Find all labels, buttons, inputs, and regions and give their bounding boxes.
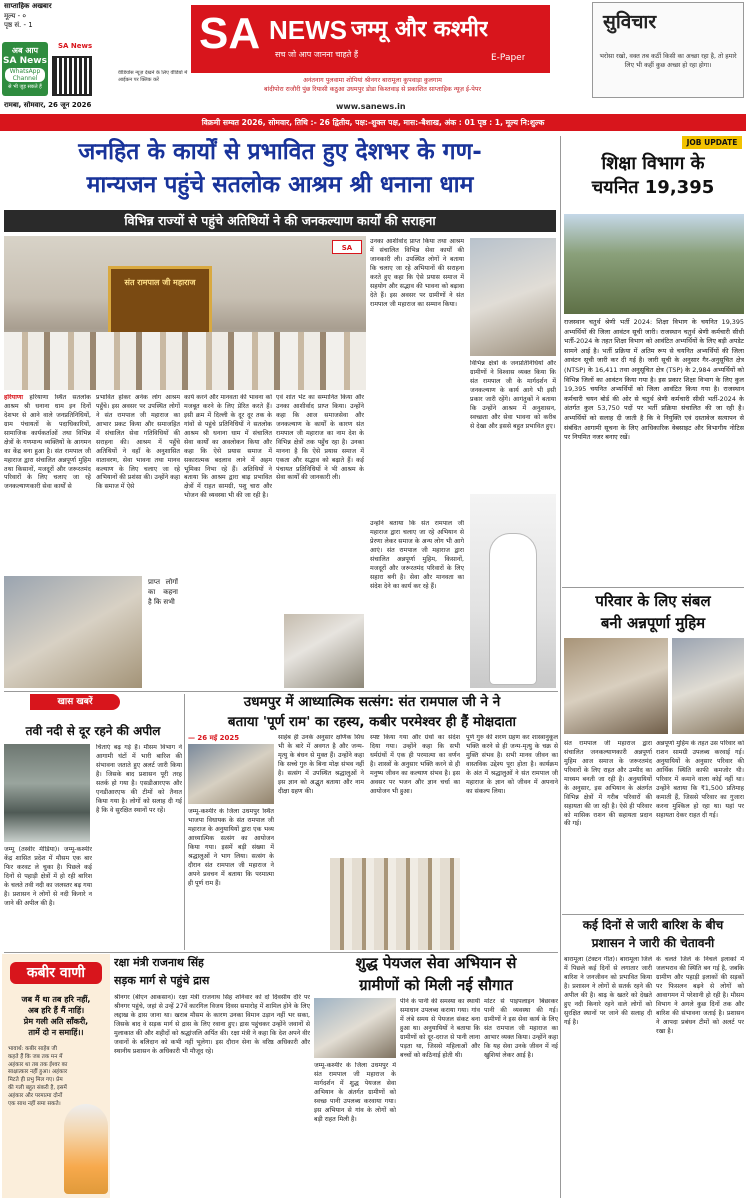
- khas-label-text: खास खबरें: [57, 697, 93, 707]
- defence-text: श्रीनगर (बीएन आकसान)। रक्षा मंत्री राजनाथ सिंह शनिवार को दो दिवसीय दौरे पर श्रीनगर पहुंचे, जहां से उन्हें 27वें कारगिल विजय दिवस समारोह में शामिल होने के लिए लद्दाख के द्रास जाना था। खराब मौसम के कारण उनका विमान उड़ान नहीं भर सका, जिसके बाद वे सड़क मार्ग से द्रास के लिए रवाना हुए। द्रास पहुंचकर उन्होंने जवानों से मुलाकात की और शहीदों को श्रद्धांजलि अर्पित की। रक्षा मंत्री ने कहा कि देश अपने वीर जवानों के बलिदान को कभी नहीं भूलेगा। इस दौरान सेना के वरिष्ठ अधिकारी और स्थानीय प्रशासन के अधिकारी भी मौजूद रहे।: [114, 994, 310, 1055]
- water-col-1: जम्मू-कश्मीर के जिला उधमपुर में संत रामपाल जी महाराज के मार्गदर्शन में शुद्ध पेयजल सेवा अभियान के अंतर्गत ग्रामीणों को स्वच्छ पानी उपलब्ध करवाया गया। इस अभियान से गांव के लोगों को बड़ी राहत मिली है।: [314, 1062, 396, 1123]
- udhampur-title-line1: उधमपुर में आध्यात्मिक सत्संग: संत रामपाल जी ने ने: [243, 694, 501, 710]
- annapurna-photo-2: [672, 638, 744, 734]
- place-date: रामबा, सोमवार, 26 जून 2026: [4, 101, 92, 109]
- lead-col-1-text: हरियाणा स्थित सतलोक आश्रम श्री धनाना धाम इन दिनों देशभर से आने वाले जनप्रतिनिधियों, ग्राम पंचायतों के पदाधिकारियों, सामाजिक कार्यकर्ताओं तथा विभिन्न क्षेत्रों के गणमान्य व्यक्तियों के आगमन का केंद्र बना हुआ है। संत रामपाल जी महाराज द्वारा संचालित अन्नपूर्णा मुहिम तथा किसानों, मजदूरों और जरूरतमंद परिवारों के लिए चलाए जा रहे जनकल्याणकारी सेवा कार्यों से: [4, 394, 91, 491]
- lead-photo-group-2: [284, 614, 364, 688]
- sa-news-logo-small: SA News: [58, 42, 93, 50]
- qr-note: वीडियोस न्यूज़ देखने के लिए वीडियो में आईकन पर क्लिक करें: [118, 70, 188, 83]
- job-text: राजस्थान चतुर्थ श्रेणी भर्ती 2024: शिक्षा विभाग के चयनित 19,395 अभ्यर्थियों की जिला आवंटन सूची जारी। राजस्थान चतुर्थ श्रेणी कर्मचारी सीधी भर्ती-2024 के तहत शिक्षा विभाग को आवंटित अभ्यर्थियों के लिए बड़ी अपडेट सामने आई है। भर्ती प्रक्रिया में अतिम रूप से चयनित अभ्यर्थियों की जिला आवंटन सूची जारी कर दी गई है। जारी सूची के अनुसार गैर-अनुसूचित क्षेत्र (NTSP) के 16,411 तथा अनुसूचित क्षेत्र (TSP) के 2,984 अभ्यर्थियों को विभिन्न जिलों का आवंटन किया गया है। इस प्रकार शिक्षा विभाग के लिए कुल 19,395 चयनित अभ्यर्थियों को जिला आवंटित किया गया है। राजस्थान कर्मचारी चयन बोर्ड की ओर से चतुर्थ श्रेणी कर्मचारी सीधी भर्ती-2024 के अंतर्गत कुल 53,750 पदों पर भर्ती प्रक्रिया संचालित की जा रही है। अभ्यर्थियों को सलाह दी जाती है कि वे नियुक्ति एवं दस्तावेज सत्यापन से संबंधित आगामी सूचना के लिए आधिकारिक वेबसाइट और विभागीय नोटिस पर नियमित नजर बनाए रखें।: [564, 318, 744, 442]
- lead-col-3: कार्य करने और मानवता की भावना को मजबूत करने के लिए प्रेरित करते हैं। इसी क्रम में दिल्ली के दूर दूर तक के गांवों से पहुंचे प्रतिनिधियों ने सतलोक आश्रम श्री धनाना धाम में संचालित सेवा कार्यों का अवलोकन किया और कहा कि ऐसे प्रयास समाज में सकारात्मक बदलाव लाने में अहम भूमिका निभा रहे हैं। अतिथियों ने बताया कि आश्रम द्वारा बाढ़ प्रभावित क्षेत्रों में राहत सामग्री, पशु चारा और भोजन की व्यवस्था भी की जा रही है।: [184, 394, 272, 500]
- lead-col-7: उन्होंने बताया कि संत रामपाल जी महाराज द्वारा चलाए जा रहे अभियान से प्रेरणा लेकर समाज के अन्य लोग भी आगे आएं। संत रामपाल जी महाराज द्वारा संचालित अन्नपूर्णा मुहिम, किसानों, मजदूरों और जरूरतमंद परिवारों के लिए सहारा बनी है। सेवा और मानवता का संदेश देने का कार्य कर रहे हैं।: [370, 520, 464, 590]
- divider-lead-bottom: [4, 691, 558, 692]
- dateline-bar: [0, 114, 746, 131]
- rain-title-line1: कई दिनों से जारी बारिश के बीच: [582, 918, 724, 932]
- udhampur-date-tag: — 26 मई 2025: [188, 734, 240, 742]
- promo-line-3: WhatsApp Channel: [5, 68, 45, 82]
- lead-headline-line1: जनहित के कार्यों से प्रभावित हुए देशभर के गण-: [78, 139, 482, 165]
- udhampur-col-4: पूर्ण गुरु की शरण ग्रहण कर शास्त्रानुकूल भक्ति करने से ही जन्म-मृत्यु के चक्र से मुक्ति संभव है। सभी मानव जीवन का वास्तविक उद्देश्य पूरा होता है। कार्यक्रम के अंत में श्रद्धालुओं ने संत रामपाल जी महाराज के ज्ञान को जीवन में अपनाने का संकल्प लिया।: [466, 734, 558, 795]
- annapurna-title-line2: बनी अन्नपूर्णा मुहिम: [600, 614, 706, 632]
- whatsapp-channel-promo[interactable]: [2, 42, 48, 96]
- lead-subhead-text: विभिन्न राज्यों से पहुंचे अतिथियों ने की जनकल्याण कार्यों की सराहना: [124, 213, 436, 228]
- job-title: [562, 152, 744, 200]
- annapurna-col-2: अन्नपूर्णा मुहिम के तहत उस परिवार को राशन सामग्री उपलब्ध करवाई गई। अनुयायियों के अनुसार परिवार की आर्थिक स्थिति काफी कमजोर थी। परिवार में कमाने वाला कोई नहीं था। उन्होंने बताया कि ₹1,500 प्रतिमाह कमाती हैं, जिससे परिवार का गुजारा करना मुश्किल हो रहा था। यहां पर सहायता देकर राहत दी गई।: [656, 740, 744, 819]
- price-label: मूल्य - ०: [4, 12, 27, 20]
- logo-sa: SA: [199, 9, 261, 58]
- divider-lower-section: [4, 952, 558, 953]
- logo-tagline: सच जो आप जानना चाहते हैं: [275, 50, 359, 59]
- lead-photo-satsang: [4, 236, 366, 390]
- udhampur-col-1: जम्मू-कश्मीर के जिला उधमपुर स्थित भाजपा विधायक के संत रामपाल जी महाराज के अनुयायियों द्वारा एक भव्य आध्यात्मिक सत्संग का आयोजन किया गया। इसमें बड़ी संख्या में श्रद्धालुओं ने भाग लिया। सत्संग के दौरान संत रामपाल जी महाराज ने अपने प्रवचन में बताया कि परमात्मा ही पूर्ण राम हैं।: [188, 808, 274, 887]
- job-update-label: [682, 136, 742, 149]
- annapurna-col-1: संत रामपाल जी महाराज द्वारा संचालित जनकल्याणकारी अन्नपूर्णा मुहिम आज समाज के जरूरतमंद परिवारों के लिए राहत और उम्मीद का माध्यम बनती जा रही है। अनुयायियों के अनुसार, इस अभियान के अंतर्गत विभिन्न क्षेत्रों में गरीब परिवारों की सहायता की जा रही है। ऐसे ही परिवार को मासिक राशन की सहायता प्रदान की गई।: [564, 740, 652, 828]
- lead-side-text: प्राप्त लोगों का कहना है कि सभी: [148, 578, 178, 606]
- rain-col-2: के चलते जिले के निचले इलाकों में जलभराव की स्थिति बन गई है, जबकि ग्रामीण और पहाड़ी इलाकों की सड़कों पर फिसलन बढ़ने से लोगों को आवागमन में परेशानी हो रही है। मौसम विभाग ने अगले कुछ दिनों तक और बारिश की संभावना जताई है। प्रशासन ने आपदा प्रबंधन टीमों को अलर्ट पर रखा है।: [656, 956, 744, 1035]
- job-title-line2: चयनित 19,395: [591, 177, 715, 198]
- udhampur-title-line2: बताया 'पूर्ण राम' का रहस्य, कबीर परमेश्वर ही हैं मोक्षदाता: [227, 714, 517, 730]
- kabir-couplet-1: जब मैं था तब हरि नहीं,: [21, 995, 91, 1004]
- khas-label: [30, 694, 120, 710]
- kabir-couplet-3: प्रेम गली अति साँकरी,: [23, 1017, 89, 1026]
- annapurna-title: [562, 590, 744, 634]
- lead-headline-line2: मान्यजन पहुंचे सतलोक आश्रम श्री धनाना धाम: [86, 172, 474, 198]
- defence-title-line1: रक्षा मंत्री राजनाथ सिंह: [114, 956, 204, 969]
- website-link[interactable]: www.sanews.in: [336, 102, 406, 111]
- lead-col-1: हरियाणा हरियाणा स्थित सतलोक आश्रम श्री धनाना धाम इन दिनों देशभर से आने वाले जनप्रतिनिधियों, ग्राम पंचायतों के पदाधिकारियों, सामाजिक कार्यकर्ताओं तथा विभिन्न क्षेत्रों के गणमान्य व्यक्तियों के आगमन का केंद्र बना हुआ है। संत रामपाल जी महाराज द्वारा संचालित अन्नपूर्णा मुहिम तथा किसानों, मजदूरों और जरूरतमंद परिवारों के लिए चलाए जा रहे जनकल्याणकारी सेवा कार्यों से: [4, 394, 91, 491]
- water-title-line1: शुद्ध पेयजल सेवा अभियान से: [355, 954, 517, 972]
- masthead: [0, 0, 746, 114]
- suvichar-title: सुविचार: [603, 11, 657, 33]
- udhampur-photo-main: [188, 744, 274, 804]
- rain-title: [562, 916, 744, 952]
- water-col-3: मोटर से पाइपलाइन बिछाकर पानी की व्यवस्था की गई। ग्रामीणों ने इस सेवा कार्य के लिए संत रामपाल जी महाराज का आभार व्यक्त किया। उन्होंने कहा कि यह सेवा उनके जीवन में नई खुशियां लेकर आई है।: [484, 998, 558, 1059]
- lead-banner-text: संत रामपाल जी महाराज: [124, 278, 196, 287]
- job-update-label-text: JOB UPDATE: [686, 138, 738, 147]
- promo-line-2: SA News: [3, 56, 47, 66]
- annapurna-photo-1: [564, 638, 668, 734]
- epaper-label: E-Paper: [491, 53, 526, 63]
- districts-line-2: बांदीपोरा राजौरी पुंछ रियासी कठुआ उधमपुर डोडा किश्तवाड़ से प्रकाशित साप्ताहिक न्यूज़ ई-पेपर: [263, 86, 482, 93]
- saint-photo: [470, 494, 556, 688]
- suvichar-text: भरोसा रखो, वक्त तब कठीं किसी का अच्छा रहा है, तो हमारे लिए भी कहीं कुछ अच्छा हो रहा होगा।: [599, 53, 737, 70]
- udhampur-title: [186, 692, 558, 732]
- districts-line-1: अनंतनाग पुलवामा शोपियां श्रीनगर बारामूला कुपवाड़ा कुलगाम: [303, 77, 442, 84]
- defence-title-line2: सड़क मार्ग से पहुंचे द्रास: [114, 974, 210, 987]
- kabir-meaning: भावार्थ: कबीर साहेब जी कहते हैं कि जब तक मन में अहंकार था तब तक ईश्वर का साक्षात्कार नहीं हुआ। अहंकार मिटते ही प्रभु मिल गए। प्रेम की गली बहुत संकरी है, इसमें अहंकार और परमात्मा दोनों एक साथ नहीं समा सकते।: [8, 1046, 68, 1107]
- kabir-title: कबीर वाणी: [10, 962, 102, 984]
- lead-col-4: एवं शांत भेंट का सम्मानित किया और उनका आशीर्वाद प्राप्त किया। उन्होंने कहा कि आज समाजसेवा और जनकल्याण के कार्यों के कारण संत रामपाल जी महाराज का नाम देश के विभिन्न क्षेत्रों तक पहुँच रहा है। उनका मानना है कि ऐसे प्रयास समाज में एकता और सद्भाव को बढ़ाते हैं। कई पंचायत प्रतिनिधियों ने भी आश्रम के सेवा कार्यों की जानकारी ली।: [276, 394, 364, 482]
- kabir-couplet-2: अब हरि हैं मैं नाहिं।: [27, 1006, 85, 1015]
- water-col-2: पीने के पानी की समस्या का स्थायी समाधान उपलब्ध कराया गया। गांव में लंबे समय से पेयजल संकट बना हुआ था। अनुयायियों ने बताया कि ग्रामीणों को दूर-दराज से पानी लाना पड़ता था, जिससे महिलाओं और बच्चों को कठिनाई होती थी।: [400, 998, 480, 1059]
- logo-news: NEWS: [269, 15, 347, 45]
- kabir-couplet-4: तामें दो न समाहिं।।: [28, 1028, 84, 1037]
- divider-annapurna-rain: [562, 914, 744, 915]
- divider-khas: [184, 694, 185, 950]
- khas-col-2: चिंताएं बढ़ गई हैं। मौसम विभाग ने आगामी घंटों में भारी बारिश की संभावना जताते हुए अलर्ट जारी किया है। जिसके बाद प्रशासन पूरी तरह सतर्क हो गया है। एसडीआरएफ और एनडीआरएफ की टीमों को तैनात किया गया है। लोगों को सलाह दी गई है कि वे सुरक्षित स्थानों पर रहें।: [96, 744, 182, 814]
- kabir-illustration: [64, 1104, 108, 1194]
- lead-col-5: उनका आशीर्वाद प्राप्त किया तथा आश्रम में संचालित विभिन्न सेवा कार्यों की जानकारी ली। उपस्थित लोगों ने बताया कि चलाए जा रहे अभियानों की सराहना करते हुए कहा कि ऐसे प्रयास समाज में सहयोग और सद्भाव की भावना को बढ़ावा देते हैं। इस अवसर पर ग्रामीणों ने संत रामपाल जी महाराज का सम्मान किया।: [370, 238, 464, 308]
- lead-col-2: प्रभावित होकर अनेक लोग आश्रम पहुँचे। इस अवसर पर उपस्थित लोगों ने संत रामपाल जी महाराज का आभार प्रकट किया और समाजहित में संचालित सेवा गतिविधियों की सराहना की। आश्रम में पहुँचे अतिथियों ने वहाँ के अनुशासित वातावरण, सेवा भावना तथा मानव कल्याण के लिए चलाए जा रहे अभियानों की प्रशंसा की। उन्होंने कहा कि समाज में ऐसे: [96, 394, 180, 491]
- defence-title: [114, 954, 314, 990]
- lead-headline: [4, 136, 556, 208]
- khas-title: तवी नदी से दूर रहने की अपील: [25, 724, 161, 738]
- logo-region: जम्मू और कश्मीर: [351, 17, 488, 42]
- weekly-label: साप्ताहिक अखबार: [4, 2, 52, 10]
- job-title-line1: शिक्षा विभाग के: [601, 153, 705, 174]
- promo-line-4: से भी जुड़ सकते हैं: [8, 84, 42, 90]
- kabir-box: [2, 954, 110, 1198]
- newspaper-logo: [191, 5, 550, 73]
- udhampur-col-2: साहेब ही उनके अनुसार क्षणिक सिंध भी के बारे में अवगत है और जन्म-मृत्यु के बंधन से मुक्त हैं। उन्होंने कहा कि सच्चे गुरु के बिना मोक्ष संभव नहीं है। सत्संग में उपस्थित श्रद्धालुओं ने इस ज्ञान को अद्भुत बताया और नाम दीक्षा ग्रहण की।: [278, 734, 364, 795]
- khas-photo-river: [4, 744, 90, 842]
- saint-figure: [490, 534, 536, 684]
- promo-line-1: अब आप: [11, 46, 39, 55]
- khas-col-1: जम्मू (तस्वीर मीडिया)। जम्मू-कश्मीर केंद्र शासित प्रदेश में मौसम एक बार फिर करवट ले चुका है। पिछले कई दिनों से पहाड़ी क्षेत्रों में हो रही बारिश के चलते तवी नदी का जलस्तर बढ़ गया है। प्रशासन ने लोगों से नदी किनारे न जाने की अपील की है।: [4, 846, 92, 907]
- divider-right-column: [560, 136, 561, 1198]
- lead-subhead: [4, 210, 556, 232]
- water-title-line2: ग्रामीणों को मिली नई सौगात: [359, 976, 513, 994]
- lead-col-6: विभिन्न क्षेत्रों के जनप्रतिनिधियों और ग्रामीणों ने विश्वास व्यक्त किया कि संत रामपाल जी के मार्गदर्शन में जनकल्याण के कार्य आगे भी इसी प्रकार जारी रहेंगे। आगंतुकों ने बताया कि उन्होंने आश्रम में अनुशासन, स्वच्छता और सेवा भावना को करीब से देखा और इससे बहुत प्रभावित हुए।: [470, 360, 556, 430]
- suvichar-box: [592, 2, 744, 98]
- divider-job-annapurna: [562, 587, 744, 588]
- udhampur-col-3: स्पष्ट किया गया और ग्रंथों का संदेश दिया गया। उन्होंने कहा कि सभी धर्मग्रंथों में एक ही परमात्मा का वर्णन है। शास्त्रों के अनुसार भक्ति करने से ही मनुष्य जीवन का कल्याण संभव है। इस अवसर पर भजन और ज्ञान चर्चा का आयोजन भी हुआ।: [370, 734, 460, 795]
- water-photo-1: [314, 998, 396, 1058]
- dateline-text: विक्रमी सम्वत 2026, सोमवार, तिथि :- 26 द्वितीय, पक्ष:-शुक्ल पक्ष, मास:-बैशाख, अंक : 01 पृष्ठ : 1, मूल्य नि:शुल्क: [201, 118, 545, 127]
- water-title: [314, 952, 558, 996]
- rain-title-line2: प्रशासन ने जारी की चेतावनी: [591, 936, 715, 950]
- lead-photo-group-1: [4, 576, 142, 688]
- crowd-foreground: [4, 332, 366, 390]
- page-number-label: पृष्ठ सं. - 1: [4, 21, 33, 29]
- job-photo: [564, 214, 744, 314]
- rain-col-1: बारामूला (टेक्टन गीत)। बारामूला जिले में पिछले कई दिनों से लगातार जारी बारिश ने जनजीवन को प्रभावित किया है। प्रशासन ने लोगों से सतर्क रहने की अपील की है। बाढ़ के खतरे को देखते हुए नदी किनारे रहने वाले लोगों को सुरक्षित स्थानों पर जाने की सलाह दी गई है।: [564, 956, 652, 1026]
- sa-news-watermark: SA: [332, 240, 362, 254]
- udhampur-photo-crowd: [330, 858, 460, 950]
- annapurna-title-line1: परिवार के लिए संबल: [595, 592, 711, 610]
- qr-code-icon[interactable]: [52, 56, 92, 96]
- lead-photo-guest: [470, 238, 556, 356]
